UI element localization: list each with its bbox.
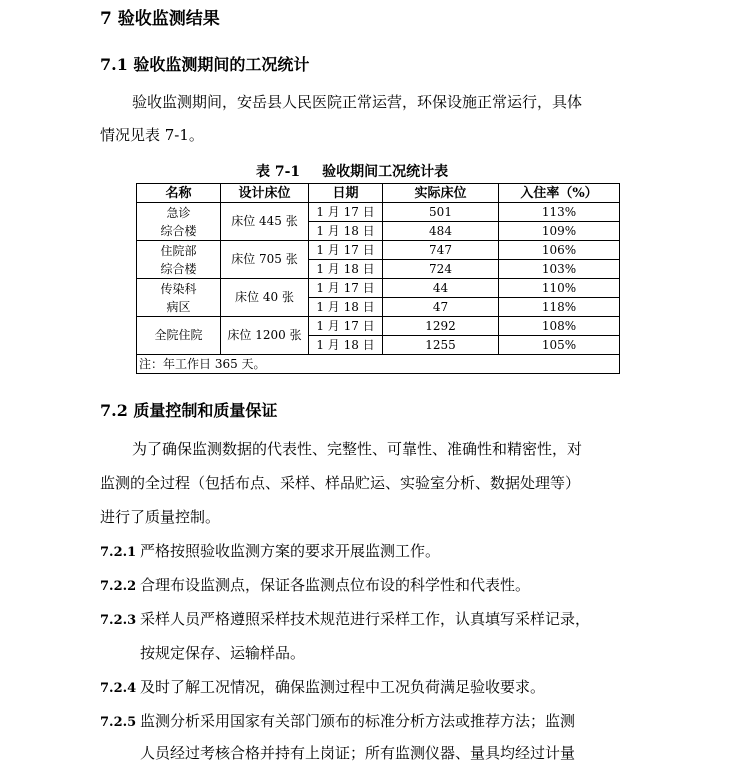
table-caption [256, 161, 448, 181]
table-row [137, 279, 620, 298]
occupancy-cell: 108% [499, 317, 620, 336]
date-cell: 1 月 18 日 [309, 222, 383, 241]
workload-table [136, 183, 620, 374]
table-row [137, 241, 620, 260]
header-cell: 实际床位 [383, 184, 499, 203]
actual-bed-cell: 47 [383, 298, 499, 317]
actual-bed-cell: 484 [383, 222, 499, 241]
date-cell: 1 月 17 日 [309, 279, 383, 298]
subsection-title-7-1: 7.1 验收监测期间的工况统计 [100, 55, 310, 74]
qc-item-continuation: 人员经过考核合格并持有上岗证；所有监测仪器、量具均经过计量 [140, 744, 576, 762]
date-cell: 1 月 18 日 [309, 336, 383, 355]
design-bed-cell: 床位 705 张 [221, 241, 309, 279]
actual-bed-cell: 501 [383, 203, 499, 222]
occupancy-cell: 109% [499, 222, 620, 241]
paragraph-line: 进行了质量控制。 [100, 508, 221, 526]
qc-item-number: 7.2.3 [100, 613, 137, 628]
qc-item [100, 704, 575, 740]
actual-bed-cell: 1255 [383, 336, 499, 355]
qc-item-text: 及时了解工况情况，确保监测过程中工况负荷满足验收要求。 [140, 678, 546, 696]
building-name-cell: 传染科 病区 [137, 279, 221, 317]
actual-bed-cell: 724 [383, 260, 499, 279]
design-bed-cell: 床位 445 张 [221, 203, 309, 241]
table-caption-number: 表 7-1 [256, 164, 301, 180]
qc-item [100, 602, 590, 638]
qc-item-number: 7.2.1 [100, 545, 137, 560]
qc-item [100, 534, 440, 570]
building-name-cell: 住院部 综合楼 [137, 241, 221, 279]
date-cell: 1 月 18 日 [309, 260, 383, 279]
paragraph-line: 为了确保监测数据的代表性、完整性、可靠性、准确性和精密性，对 [132, 440, 583, 458]
qc-item-number: 7.2.2 [100, 579, 137, 594]
qc-item-number: 7.2.4 [100, 681, 137, 696]
paragraph-line: 情况见表 7-1。 [100, 126, 204, 144]
qc-item-number: 7.2.5 [100, 715, 137, 730]
occupancy-cell: 106% [499, 241, 620, 260]
table-caption-title: 验收期间工况统计表 [322, 164, 449, 180]
actual-bed-cell: 747 [383, 241, 499, 260]
header-cell: 入住率（%） [499, 184, 620, 203]
building-name-cell: 急诊 综合楼 [137, 203, 221, 241]
actual-bed-cell: 1292 [383, 317, 499, 336]
table-header-row [137, 184, 620, 203]
table-note: 注：年工作日 365 天。 [137, 355, 620, 374]
occupancy-cell: 118% [499, 298, 620, 317]
occupancy-cell: 105% [499, 336, 620, 355]
occupancy-cell: 110% [499, 279, 620, 298]
qc-item [100, 568, 530, 604]
occupancy-cell: 103% [499, 260, 620, 279]
header-cell: 名称 [137, 184, 221, 203]
subsection-title-7-2: 7.2 质量控制和质量保证 [100, 401, 278, 420]
date-cell: 1 月 18 日 [309, 298, 383, 317]
design-bed-cell: 床位 40 张 [221, 279, 309, 317]
table-row [137, 317, 620, 336]
date-cell: 1 月 17 日 [309, 203, 383, 222]
qc-item-text: 采样人员严格遵照采样技术规范进行采样工作，认真填写采样记录， [140, 610, 591, 628]
paragraph-line: 监测的全过程（包括布点、采样、样品贮运、实验室分析、数据处理等） [100, 474, 581, 492]
table-row [137, 203, 620, 222]
qc-item-text: 监测分析采用国家有关部门颁布的标准分析方法或推荐方法；监测 [140, 712, 576, 730]
qc-item [100, 670, 545, 706]
qc-item-text: 严格按照验收监测方案的要求开展监测工作。 [140, 542, 441, 560]
header-cell: 设计床位 [221, 184, 309, 203]
qc-item-continuation: 按规定保存、运输样品。 [140, 644, 306, 662]
date-cell: 1 月 17 日 [309, 317, 383, 336]
qc-item-text: 合理布设监测点，保证各监测点位布设的科学性和代表性。 [140, 576, 531, 594]
table-note-row [137, 355, 620, 374]
date-cell: 1 月 17 日 [309, 241, 383, 260]
actual-bed-cell: 44 [383, 279, 499, 298]
design-bed-cell: 床位 1200 张 [221, 317, 309, 355]
paragraph-line: 验收监测期间，安岳县人民医院正常运营，环保设施正常运行，具体 [132, 93, 583, 111]
section-title: 7 验收监测结果 [100, 9, 220, 29]
building-name-cell: 全院住院 [137, 317, 221, 355]
occupancy-cell: 113% [499, 203, 620, 222]
header-cell: 日期 [309, 184, 383, 203]
